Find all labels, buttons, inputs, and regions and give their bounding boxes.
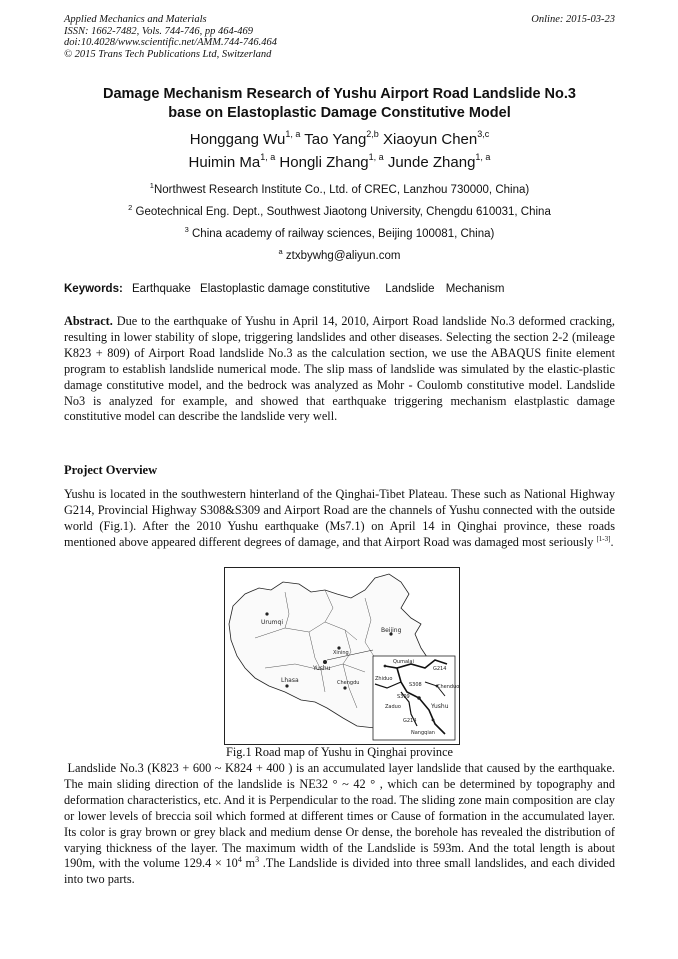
title-line-2: base on Elastoplastic Damage Constitutive Model [168,105,511,121]
paragraph-text: Landslide No.3 (K823 + 600 ~ K824 + 400 ) is an accumulated layer landslide that caused by the earthquake. The main sliding direction of the landslide is NE32 ° ~ 42 ° , which can be determined by topography and deformation characteristics, etc. And it is Perpendicular to the road. The sliding zone main composition are clay or lower levels of breccia soil which formed at different times or Cause of formation in the accumulated layer. Its color is gray brown or grey black and medium dense Or dense, the borehole has revealed the distribution of varying thickness of the layer. The maximum width of the Landslide is 593m. And the total length is about 190m, with the volume 129.4 × 10 [64,761,615,871]
label-g214-bottom: G214 [403,718,417,724]
label-chenduo: Chenduo [437,684,459,690]
keyword: Elastoplastic damage constitutive [200,283,371,295]
journal-header [64,14,615,60]
issn-line: ISSN: 1662-7482, Vols. 744-746, pp 464-469 [64,25,253,37]
affiliation-sup: a [278,247,283,256]
label-qumalai: Qumalai [393,659,414,665]
figure-caption: Fig.1 Road map of Yushu in Qinghai province [225,745,453,759]
author-name: Tao Yang [304,131,367,148]
author-sup: 3,c [477,129,490,139]
exponent: 4 [237,855,242,865]
affiliation-sup: 3 [184,225,189,234]
keyword: Mechanism [445,283,505,295]
author-name: Honggang Wu [189,131,286,148]
label-yushu: Yushu [313,665,331,672]
paragraph-text: Yushu is located in the southwestern hinterland of the Qinghai-Tibet Plateau. These such as National Highway G214, Provincial Highway S308&S309 and Airport Road are the channels of Yushu connected with the outside world (Fig.1). After the 2010 Yushu earthquake (Ms7.1) on April 14 in Qinghai province, these roads mentioned above appeared different degrees of damage, and that Airport Road was damaged most seriously [64,487,615,549]
affiliation [60,179,619,201]
china-map-image [225,568,459,744]
label-zaduo: Zaduo [385,704,401,710]
journal-name: Applied Mechanics and Materials [64,14,207,25]
affiliation-list [60,179,619,267]
copyright-line: © 2015 Trans Tech Publications Ltd, Switzerland [64,48,272,60]
author-sup: 1, a [475,152,491,162]
affiliation-text: China academy of railway sciences, Beijing 100081, China) [192,228,495,240]
paragraph-end: .The Landslide is divided into three small landslides, and each divided into two parts. [64,856,616,887]
unit-text: m [241,856,256,871]
abstract [64,314,615,425]
author-name: Huimin Ma [188,154,261,171]
author-name: Xiaoyun Chen [382,131,478,148]
paragraph-end: . [610,534,614,549]
doi-line: doi:10.4028/www.scientific.net/AMM.744-746.464 [64,37,277,48]
affiliation [60,223,619,245]
author-list [60,128,619,174]
figure-road-map [224,567,460,745]
keywords-line [64,282,615,296]
author-sup: 1, a [368,152,384,162]
label-beijing: Beijing [381,627,402,634]
affiliation-text: Northwest Research Institute Co., Ltd. of CREC, Lanzhou 730000, China) [153,184,530,196]
title-line-1: Damage Mechanism Research of Yushu Airport Road Landslide No.3 [103,86,576,102]
label-s309: S309 [397,694,410,700]
author-name: Junde Zhang [387,154,476,171]
label-g214-top: G214 [433,666,447,672]
citation-ref[interactable]: [1-3] [596,534,611,543]
label-urumqi: Urumqi [261,619,283,626]
label-yushu-inset: Yushu [431,703,449,710]
affiliation-text: Geotechnical Eng. Dept., Southwest Jiaotong University, Chengdu 610031, China [135,206,551,218]
abstract-label: Abstract. [64,314,113,328]
label-chengdu: Chengdu [337,680,360,686]
keyword: Earthquake [132,283,191,295]
paper-title [60,85,619,123]
section-heading: Project Overview [64,463,158,477]
label-xining: Xining [333,650,349,656]
author-line-2 [60,151,619,174]
keywords-label: Keywords: [64,283,123,295]
affiliation-sup: 2 [128,203,133,212]
label-lhasa: Lhasa [281,677,299,684]
affiliation-email [60,245,619,267]
keyword: Landslide [385,283,435,295]
author-sup: 2,b [366,129,379,139]
email-link[interactable]: ztxbywhg@aliyun.com [285,250,401,262]
exponent: 3 [255,855,260,865]
author-sup: 1, a [260,152,276,162]
online-date: Online: 2015-03-23 [531,14,615,25]
body-paragraph-2 [64,761,615,888]
label-nangqian: Nangqian [411,730,435,736]
author-line-1 [60,128,619,151]
body-paragraph-1 [64,487,615,551]
label-zhiduo: Zhiduo [375,676,393,682]
abstract-text: Due to the earthquake of Yushu in April 14, 2010, Airport Road landslide No.3 deformed cracking, resulting in lower stability of slope, triggering landslides and other diseases. Selecting the section 2-2 (mileage K823 + 809) of Airport Road landslide No.3 as the calculation section, we use the ABAQUS finite element program to establish landslide numerical mode. The slip mass of landslide was simulated by the elastic-plastic damage constitutive model, and the bedrock was analyzed as Mohr - Coulomb constitutive model. Landslide No3 is analyzed for example, and showed that earthquake triggering mechanism elastplastic damage constitutive model can describe the landslide very well. [64,314,615,424]
author-sup: 1, a [285,129,301,139]
label-s308: S308 [409,682,422,688]
affiliation-sup: 1 [149,181,154,190]
affiliation [60,201,619,223]
author-name: Hongli Zhang [279,154,369,171]
